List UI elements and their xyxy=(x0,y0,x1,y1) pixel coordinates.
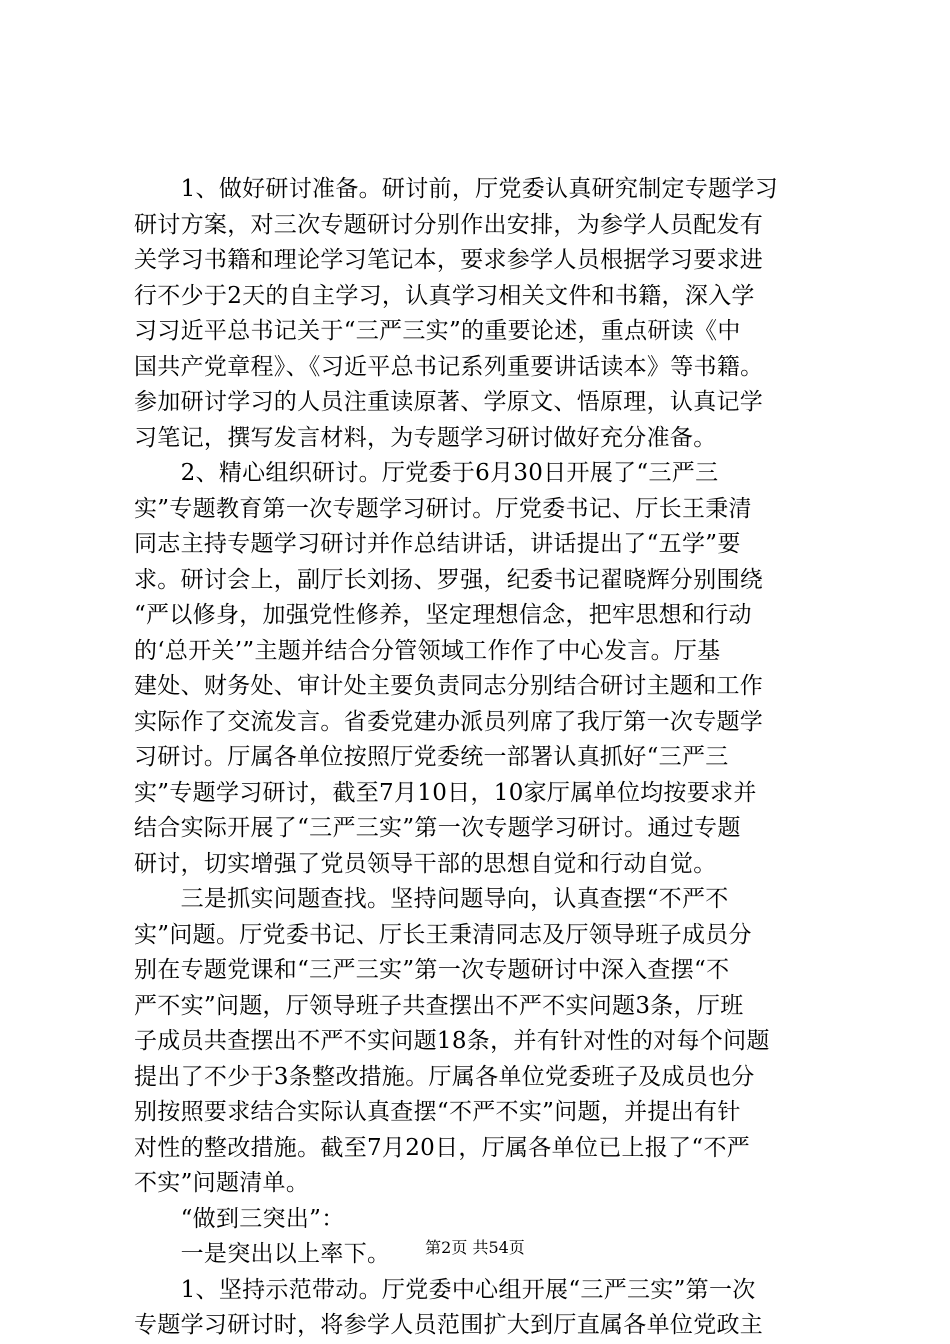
text-line: 提出了不少于3条整改措施。厅属各单位党委班子及成员也分 xyxy=(134,1063,755,1090)
page-footer: 第2页 共54页 xyxy=(425,1238,525,1257)
text-line: 习习近平总书记关于“三严三实”的重要论述，重点研读《中 xyxy=(134,318,741,344)
text-line: 2、精心组织研讨。厅党委于6月30日开展了“三严三 xyxy=(134,460,719,486)
text-line: 对性的整改措施。截至7月20日，厅属各单位已上报了“不严 xyxy=(134,1134,751,1161)
text-line: 国共产党章程》、《习近平总书记系列重要讲话读本》等书籍。 xyxy=(134,353,764,380)
text-line: 结合实际开展了“三严三实”第一次专题学习研讨。通过专题 xyxy=(134,815,741,841)
text-line: 行不少于2天的自主学习，认真学习相关文件和书籍，深入学 xyxy=(134,282,755,309)
text-line: 参加研讨学习的人员注重读原著、学原文、悟原理，认真记学 xyxy=(134,389,764,415)
text-line: 1、做好研讨准备。研讨前，厅党委认真研究制定专题学习 xyxy=(134,176,779,202)
text-line: “做到三突出”： xyxy=(134,1205,345,1232)
text-line: 1、坚持示范带动。厅党委中心组开展“三严三实”第一次 xyxy=(134,1276,756,1303)
text-line: 关学习书籍和理论学习笔记本，要求参学人员根据学习要求进 xyxy=(134,247,764,273)
text-line: 习笔记，撰写发言材料，为专题学习研讨做好充分准备。 xyxy=(134,424,717,451)
text-line: 的‘总开关’”主题并结合分管领域工作作了中心发言。厅基 xyxy=(134,637,721,664)
text-line: 建处、财务处、审计处主要负责同志分别结合研讨主题和工作 xyxy=(134,673,764,699)
text-line: “严以修身，加强党性修养，坚定理想信念，把牢思想和行动 xyxy=(134,602,752,628)
text-line: 子成员共查摆出不严不实问题18条，并有针对性的对每个问题 xyxy=(134,1028,770,1054)
text-line: 一是突出以上率下。 xyxy=(134,1241,391,1267)
text-line: 不实”问题清单。 xyxy=(134,1170,310,1196)
text-line: 实”专题学习研讨，截至7月10日，10家厅属单位均按要求并 xyxy=(134,779,757,806)
text-line: 专题学习研讨时，将参学人员范围扩大到厅直属各单位党政主 xyxy=(134,1312,764,1338)
text-line: 别按照要求结合实际认真查摆“不严不实”问题，并提出有针 xyxy=(134,1099,741,1125)
body-text xyxy=(134,172,834,1344)
text-line: 研讨方案，对三次专题研讨分别作出安排，为参学人员配发有 xyxy=(134,211,764,238)
text-line: 实”问题。厅党委书记、厅长王秉清同志及厅领导班子成员分 xyxy=(134,921,752,948)
text-line: 实”专题教育第一次专题学习研讨。厅党委书记、厅长王秉清 xyxy=(134,495,752,522)
text-line: 求。研讨会上，副厅长刘扬、罗强，纪委书记翟晓辉分别围绕 xyxy=(134,566,764,593)
text-line: 研讨，切实增强了党员领导干部的思想自觉和行动自觉。 xyxy=(134,850,717,877)
text-line: 三是抓实问题查找。坚持问题导向，认真查摆“不严不 xyxy=(134,886,729,912)
text-line: 严不实”问题，厅领导班子共查摆出不严不实问题3条，厅班 xyxy=(134,992,744,1019)
text-line: 别在专题党课和“三严三实”第一次专题研讨中深入查摆“不 xyxy=(134,957,730,983)
text-line: 习研讨。厅属各单位按照厅党委统一部署认真抓好“三严三 xyxy=(134,744,729,770)
text-line: 实际作了交流发言。省委党建办派员列席了我厅第一次专题学 xyxy=(134,708,764,735)
text-line: 同志主持专题学习研讨并作总结讲话，讲话提出了“五学”要 xyxy=(134,531,741,557)
